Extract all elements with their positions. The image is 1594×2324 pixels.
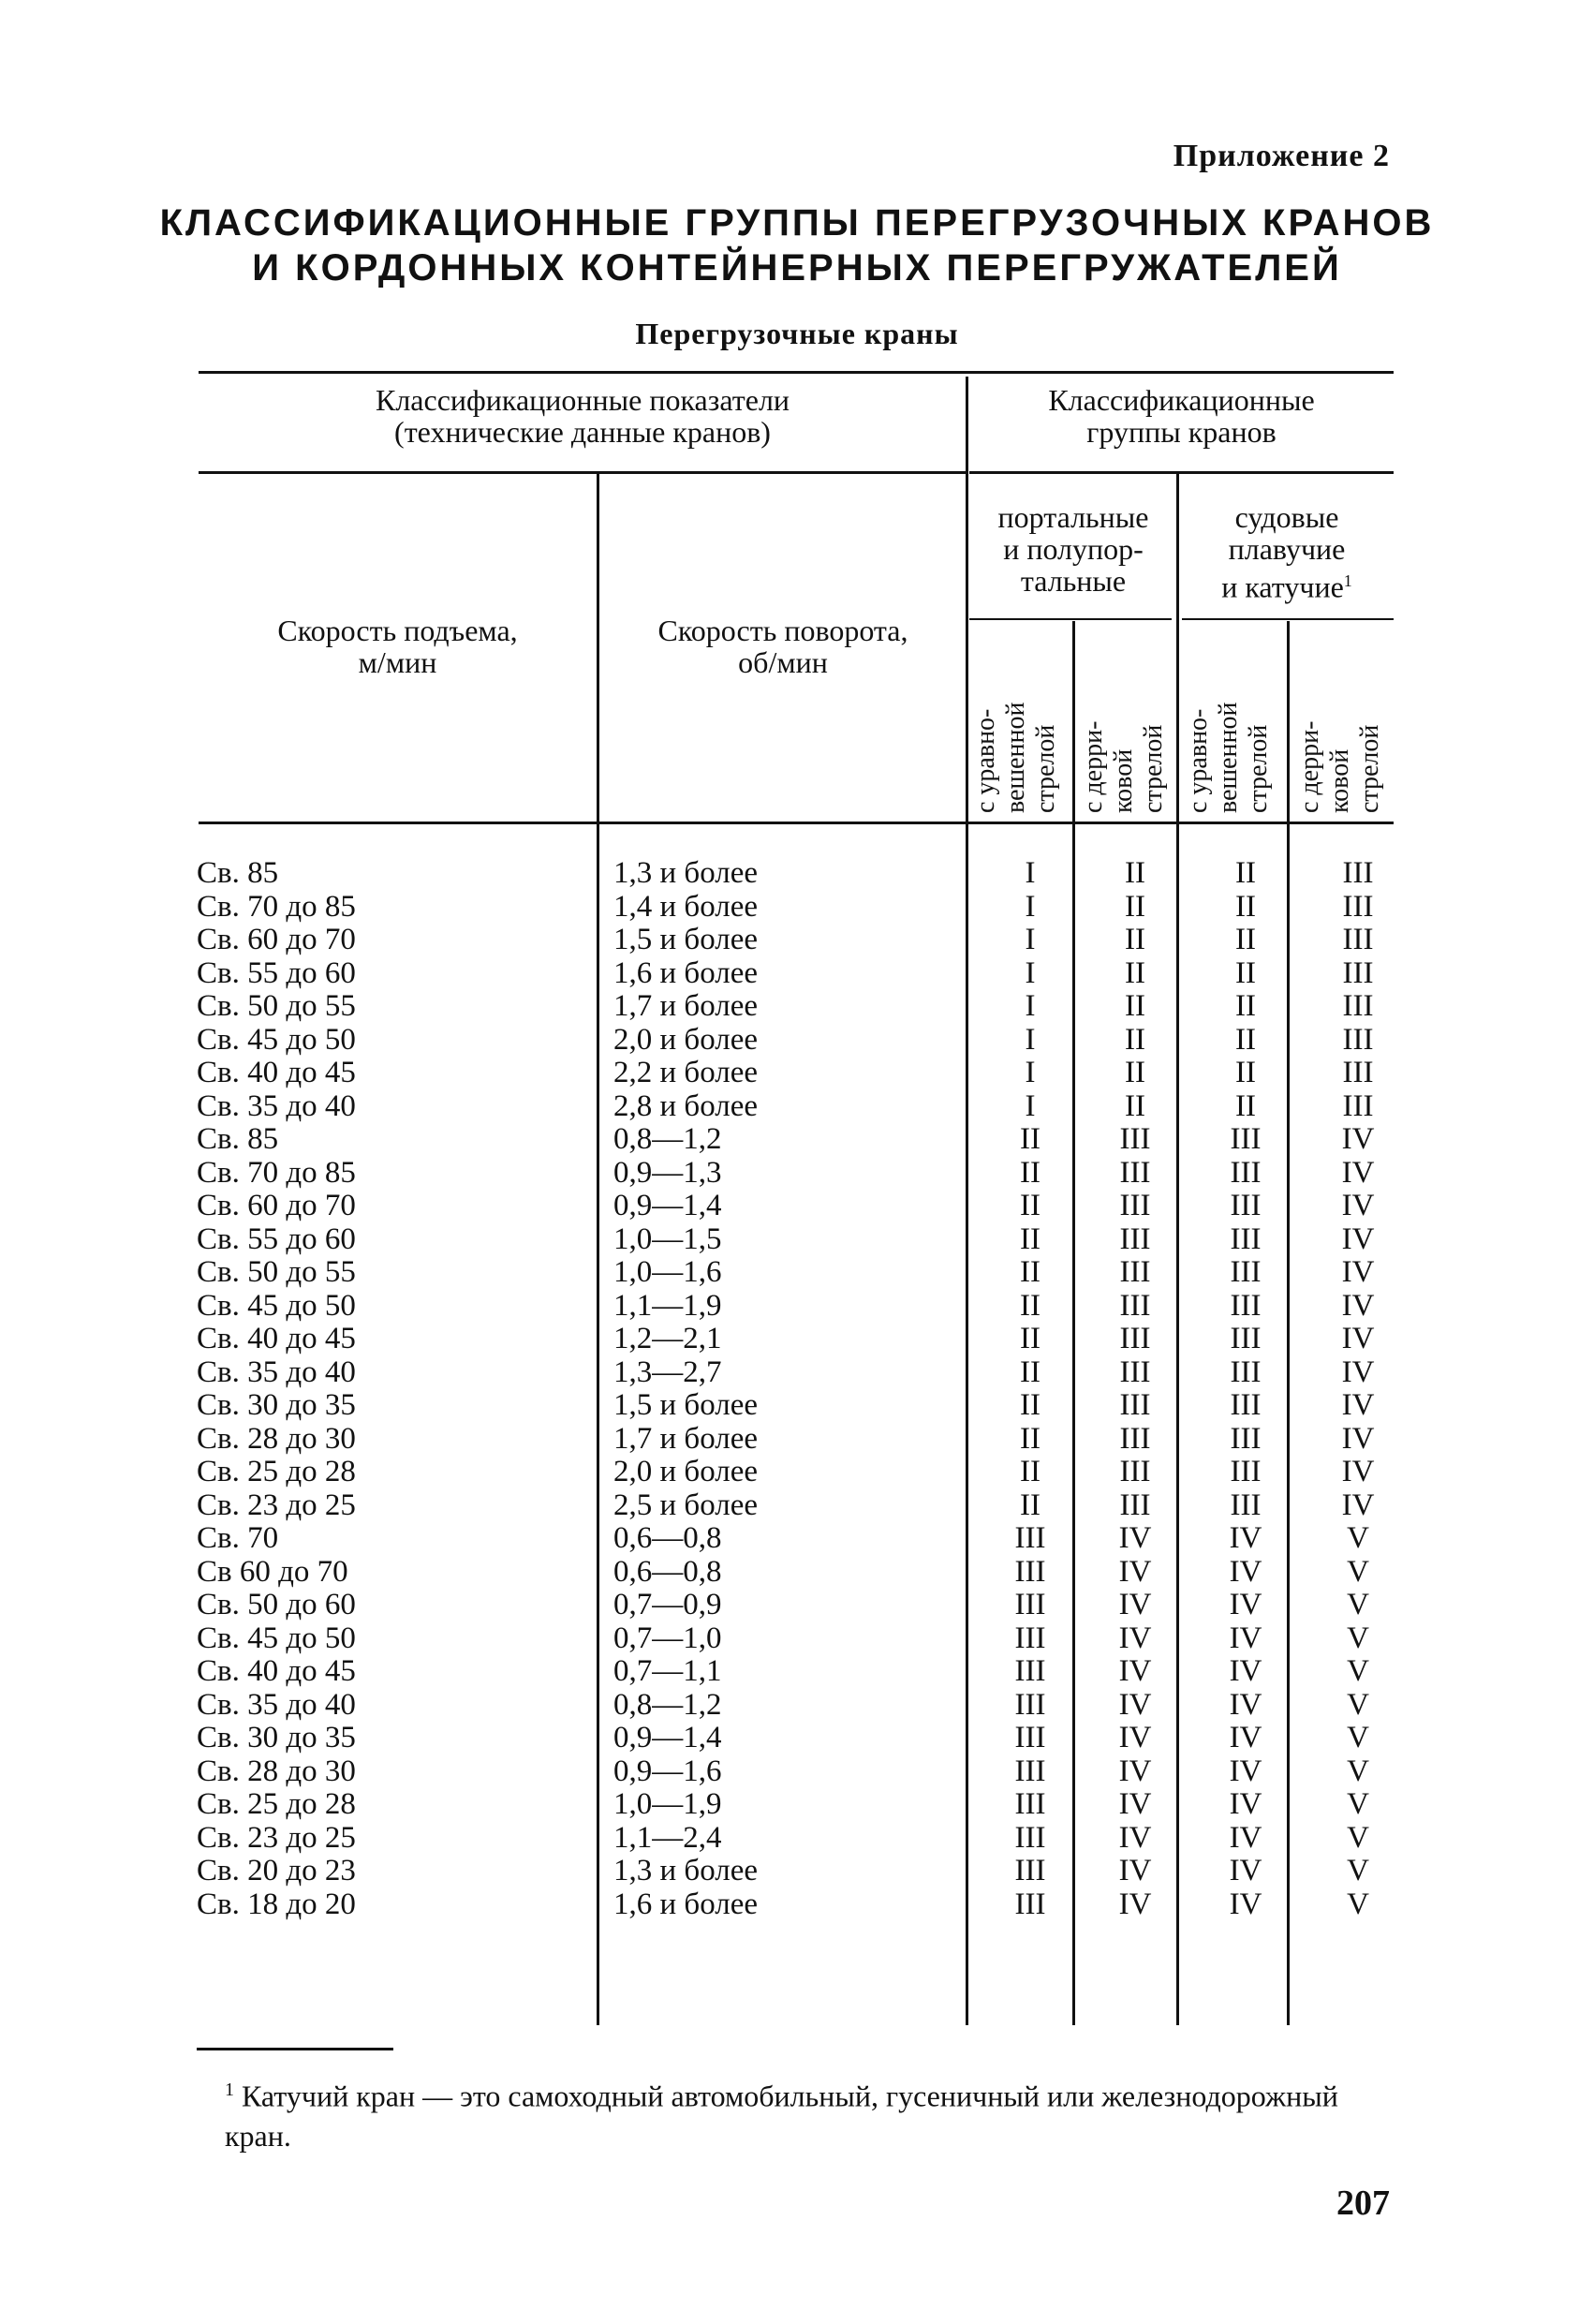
ship-derrick-cell: V bbox=[1347, 1588, 1369, 1621]
ship-balanced-cell: III bbox=[1230, 1221, 1262, 1256]
ship-derrick-cell: IV bbox=[1341, 1388, 1375, 1422]
portal-balanced-cell: III bbox=[1014, 1588, 1046, 1621]
footnote-text: Катучий кран — это самоходный автомобильный, гусеничный или железнодорожный кран. bbox=[225, 2079, 1338, 2153]
ship-balanced-cell: II bbox=[1235, 1088, 1256, 1123]
table-row bbox=[0, 990, 1594, 1023]
lift-speed-cell: Св. 25 до 28 bbox=[197, 1787, 356, 1821]
portal-balanced-cell: II bbox=[1020, 1221, 1041, 1256]
table-row bbox=[0, 1323, 1594, 1355]
portal-derrick-cell: IV bbox=[1118, 1854, 1152, 1887]
lift-speed-cell: Св. 30 до 35 bbox=[197, 1388, 356, 1422]
rotation-speed-cell: 2,5 и более bbox=[613, 1488, 759, 1522]
portal-balanced-cell: II bbox=[1020, 1455, 1041, 1488]
lift-speed-cell: Св. 85 bbox=[197, 1122, 279, 1156]
portal-derrick-cell: IV bbox=[1118, 1887, 1152, 1921]
table-row bbox=[0, 1722, 1594, 1754]
ship-balanced-cell: IV bbox=[1229, 1521, 1262, 1555]
portal-derrick-cell: II bbox=[1125, 989, 1145, 1023]
portal-balanced-cell: II bbox=[1020, 1189, 1041, 1222]
portal-line-1: портальные bbox=[997, 500, 1149, 534]
rotation-speed-cell: 0,6—0,8 bbox=[613, 1554, 722, 1589]
ship-balanced-cell: III bbox=[1230, 1155, 1262, 1190]
rotation-speed-cell: 0,9—1,4 bbox=[613, 1189, 722, 1222]
rotation-speed-cell: 2,0 и более bbox=[613, 1022, 759, 1057]
portal-derrick-cell: II bbox=[1125, 1088, 1145, 1123]
ship-derrick-cell: III bbox=[1342, 989, 1374, 1023]
table-row bbox=[0, 1389, 1594, 1422]
rotation-speed-cell: 2,0 и более bbox=[613, 1455, 759, 1488]
rotation-speed-cell: 0,7—1,1 bbox=[613, 1654, 722, 1688]
ship-balanced-cell: III bbox=[1230, 1354, 1262, 1389]
lift-speed-cell: Св. 23 до 25 bbox=[197, 1488, 356, 1522]
portal-balanced-cell: II bbox=[1020, 1155, 1041, 1190]
portal-derrick-cell: IV bbox=[1118, 1754, 1152, 1788]
ship-balanced-cell: II bbox=[1235, 1022, 1256, 1057]
portal-balanced-cell: III bbox=[1014, 1687, 1046, 1722]
lift-speed-unit: м/мин bbox=[358, 645, 437, 679]
ship-line-2: плавучие bbox=[1228, 532, 1346, 566]
portal-line-2: и полупор- bbox=[1003, 532, 1144, 566]
rotation-speed-cell: 0,9—1,6 bbox=[613, 1754, 722, 1788]
ship-derrick-cell: III bbox=[1342, 856, 1374, 890]
portal-balanced-cell: II bbox=[1020, 1288, 1041, 1323]
portal-balanced-cell: III bbox=[1014, 1654, 1046, 1688]
table-row bbox=[0, 1755, 1594, 1788]
lift-speed-cell: Св. 40 до 45 bbox=[197, 1654, 356, 1688]
header-indicators-line-2: (технические данные кранов) bbox=[394, 415, 771, 449]
lift-speed-cell: Св. 70 до 85 bbox=[197, 1155, 356, 1190]
ship-derrick-cell: IV bbox=[1341, 1354, 1375, 1389]
ship-derrick-cell: III bbox=[1342, 923, 1374, 956]
sub-line: с уравно- bbox=[971, 708, 1000, 813]
ship-balanced-cell: II bbox=[1235, 1056, 1256, 1089]
table-row bbox=[0, 1556, 1594, 1589]
portal-balanced-cell: II bbox=[1020, 1388, 1041, 1422]
ship-balanced-cell: II bbox=[1235, 989, 1256, 1023]
lift-speed-cell: Св. 85 bbox=[197, 856, 279, 890]
lift-speed-cell: Св. 45 до 50 bbox=[197, 1022, 356, 1057]
lift-speed-cell: Св. 60 до 70 bbox=[197, 1189, 356, 1222]
rotation-speed-cell: 1,3 и более bbox=[613, 856, 759, 890]
lift-speed-cell: Св. 45 до 50 bbox=[197, 1288, 356, 1323]
table-row bbox=[0, 1855, 1594, 1887]
rotation-speed-cell: 0,7—0,9 bbox=[613, 1588, 722, 1621]
lift-speed-cell: Св. 45 до 50 bbox=[197, 1621, 356, 1655]
table-row bbox=[0, 1622, 1594, 1655]
ship-derrick-cell: V bbox=[1347, 1854, 1369, 1887]
ship-balanced-cell: IV bbox=[1229, 1820, 1262, 1855]
footnote-mark: 1 bbox=[225, 2080, 234, 2100]
portal-derrick-cell: III bbox=[1119, 1354, 1151, 1389]
portal-balanced-cell: III bbox=[1014, 1887, 1046, 1921]
subheader-ship-derrick bbox=[1295, 579, 1384, 813]
ship-derrick-cell: V bbox=[1347, 1887, 1369, 1921]
column-header-lift-speed bbox=[199, 614, 597, 678]
ship-balanced-cell: III bbox=[1230, 1421, 1262, 1456]
portal-derrick-cell: III bbox=[1119, 1388, 1151, 1422]
lift-speed-cell: Св. 40 до 45 bbox=[197, 1056, 356, 1089]
table-row bbox=[0, 1423, 1594, 1456]
footnote-rule bbox=[197, 2048, 393, 2050]
table-row bbox=[0, 1256, 1594, 1289]
portal-derrick-cell: IV bbox=[1118, 1654, 1152, 1688]
rotation-speed-cell: 1,4 и более bbox=[613, 889, 759, 924]
rotation-speed-cell: 2,8 и более bbox=[613, 1088, 759, 1123]
header-groups-line-1: Классификационные bbox=[1048, 383, 1315, 417]
portal-derrick-cell: II bbox=[1125, 889, 1145, 924]
ship-derrick-cell: V bbox=[1347, 1820, 1369, 1855]
header-rule-left bbox=[199, 471, 967, 474]
lift-speed-cell: Св. 40 до 45 bbox=[197, 1322, 356, 1355]
ship-derrick-cell: III bbox=[1342, 1022, 1374, 1057]
ship-balanced-cell: II bbox=[1235, 923, 1256, 956]
portal-derrick-cell: IV bbox=[1118, 1588, 1152, 1621]
portal-derrick-cell: II bbox=[1125, 955, 1145, 990]
ship-balanced-cell: IV bbox=[1229, 1654, 1262, 1688]
header-bottom-rule bbox=[199, 822, 1394, 824]
table-row bbox=[0, 1655, 1594, 1688]
page-title-line-1: КЛАССИФИКАЦИОННЫЕ ГРУППЫ ПЕРЕГРУЗОЧНЫХ КРАНОВ bbox=[159, 202, 1435, 244]
ship-derrick-cell: IV bbox=[1341, 1189, 1375, 1222]
portal-balanced-cell: III bbox=[1014, 1787, 1046, 1821]
ship-derrick-cell: V bbox=[1347, 1721, 1369, 1754]
portal-balanced-cell: I bbox=[1025, 923, 1036, 956]
table-row bbox=[0, 891, 1594, 924]
ship-derrick-cell: V bbox=[1347, 1787, 1369, 1821]
sub-line: с дерри- bbox=[1295, 720, 1324, 813]
header-groups-line-2: группы кранов bbox=[1086, 415, 1277, 449]
ship-balanced-cell: IV bbox=[1229, 1787, 1262, 1821]
lift-speed-cell: Св. 23 до 25 bbox=[197, 1820, 356, 1855]
rotation-speed-cell: 1,5 и более bbox=[613, 1388, 759, 1422]
ship-derrick-cell: III bbox=[1342, 955, 1374, 990]
rotation-speed-cell: 1,0—1,6 bbox=[613, 1255, 722, 1289]
table-row bbox=[0, 1223, 1594, 1256]
ship-balanced-cell: IV bbox=[1229, 1721, 1262, 1754]
rotation-speed-cell: 1,7 и более bbox=[613, 1421, 759, 1456]
sub-line: ковой bbox=[1325, 748, 1354, 813]
lift-speed-cell: Св 60 до 70 bbox=[197, 1554, 348, 1589]
sub-line: с дерри- bbox=[1079, 720, 1108, 813]
sub-line: ковой bbox=[1109, 748, 1138, 813]
table-row bbox=[0, 1489, 1594, 1522]
page-title-line-2: И КОРДОННЫХ КОНТЕЙНЕРНЫХ ПЕРЕГРУЖАТЕЛЕЙ bbox=[252, 247, 1342, 289]
portal-balanced-cell: II bbox=[1020, 1421, 1041, 1456]
rotation-speed-cell: 1,3—2,7 bbox=[613, 1354, 722, 1389]
lift-speed-cell: Св. 70 до 85 bbox=[197, 889, 356, 924]
ship-balanced-cell: III bbox=[1230, 1455, 1262, 1488]
table-row bbox=[0, 1888, 1594, 1921]
portal-balanced-cell: I bbox=[1025, 1088, 1036, 1123]
lift-speed-cell: Св. 60 до 70 bbox=[197, 923, 356, 956]
header-rule-right bbox=[969, 471, 1394, 474]
ship-balanced-cell: IV bbox=[1229, 1588, 1262, 1621]
sub-line: вешенной bbox=[1214, 702, 1243, 813]
portal-balanced-cell: II bbox=[1020, 1322, 1041, 1355]
ship-balanced-cell: II bbox=[1235, 856, 1256, 890]
rotation-speed-unit: об/мин bbox=[738, 645, 828, 679]
ship-derrick-cell: III bbox=[1342, 889, 1374, 924]
lift-speed-cell: Св. 70 bbox=[197, 1521, 279, 1555]
portal-balanced-cell: I bbox=[1025, 1056, 1036, 1089]
ship-derrick-cell: IV bbox=[1341, 1455, 1375, 1488]
portal-derrick-cell: IV bbox=[1118, 1687, 1152, 1722]
rotation-speed-cell: 0,6—0,8 bbox=[613, 1521, 722, 1555]
rotation-speed-cell: 1,1—2,4 bbox=[613, 1820, 722, 1855]
lift-speed-cell: Св. 20 до 23 bbox=[197, 1854, 356, 1887]
ship-line-3-text: и катучие bbox=[1221, 570, 1344, 604]
rotation-speed-cell: 1,1—1,9 bbox=[613, 1288, 722, 1323]
rotation-speed-cell: 1,6 и более bbox=[613, 955, 759, 990]
lift-speed-cell: Св. 55 до 60 bbox=[197, 955, 356, 990]
portal-derrick-cell: IV bbox=[1118, 1721, 1152, 1754]
ship-derrick-cell: V bbox=[1347, 1687, 1369, 1722]
portal-derrick-cell: III bbox=[1119, 1322, 1151, 1355]
table-row bbox=[0, 1788, 1594, 1821]
rotation-speed-cell: 0,7—1,0 bbox=[613, 1621, 722, 1655]
portal-derrick-cell: IV bbox=[1118, 1820, 1152, 1855]
portal-derrick-cell: III bbox=[1119, 1421, 1151, 1456]
portal-derrick-cell: III bbox=[1119, 1122, 1151, 1156]
lift-speed-cell: Св. 28 до 30 bbox=[197, 1421, 356, 1456]
ship-derrick-cell: IV bbox=[1341, 1221, 1375, 1256]
rotation-speed-cell: 1,7 и более bbox=[613, 989, 759, 1023]
ship-balanced-cell: IV bbox=[1229, 1621, 1262, 1655]
portal-balanced-cell: I bbox=[1025, 889, 1036, 924]
ship-balanced-cell: IV bbox=[1229, 1687, 1262, 1722]
portal-balanced-cell: III bbox=[1014, 1854, 1046, 1887]
rotation-speed-cell: 2,2 и более bbox=[613, 1056, 759, 1089]
ship-balanced-cell: IV bbox=[1229, 1854, 1262, 1887]
portal-derrick-cell: III bbox=[1119, 1155, 1151, 1190]
ship-derrick-cell: V bbox=[1347, 1654, 1369, 1688]
footnote bbox=[225, 2070, 1386, 2155]
lift-speed-cell: Св. 28 до 30 bbox=[197, 1754, 356, 1788]
portal-derrick-cell: III bbox=[1119, 1255, 1151, 1289]
table-row bbox=[0, 1356, 1594, 1389]
table-row bbox=[0, 1589, 1594, 1621]
portal-derrick-cell: II bbox=[1125, 1022, 1145, 1057]
ship-balanced-cell: III bbox=[1230, 1488, 1262, 1522]
table-row bbox=[0, 1522, 1594, 1555]
table-top-rule bbox=[199, 371, 1394, 374]
ship-derrick-cell: III bbox=[1342, 1056, 1374, 1089]
portal-balanced-cell: III bbox=[1014, 1754, 1046, 1788]
ship-derrick-cell: IV bbox=[1341, 1488, 1375, 1522]
portal-line-3: тальные bbox=[1020, 564, 1127, 598]
table-row bbox=[0, 1190, 1594, 1222]
rotation-speed-line-1: Скорость поворота, bbox=[657, 614, 908, 647]
ship-derrick-cell: IV bbox=[1341, 1288, 1375, 1323]
portal-balanced-cell: I bbox=[1025, 989, 1036, 1023]
portal-balanced-cell: II bbox=[1020, 1354, 1041, 1389]
table-row bbox=[0, 957, 1594, 990]
ship-derrick-cell: IV bbox=[1341, 1122, 1375, 1156]
ship-derrick-cell: V bbox=[1347, 1521, 1369, 1555]
rotation-speed-cell: 1,0—1,9 bbox=[613, 1787, 722, 1821]
portal-balanced-cell: III bbox=[1014, 1554, 1046, 1589]
lift-speed-cell: Св. 30 до 35 bbox=[197, 1721, 356, 1754]
portal-balanced-cell: III bbox=[1014, 1721, 1046, 1754]
rotation-speed-cell: 1,0—1,5 bbox=[613, 1221, 722, 1256]
portal-balanced-cell: III bbox=[1014, 1621, 1046, 1655]
table-row bbox=[0, 1456, 1594, 1488]
table-row bbox=[0, 1689, 1594, 1722]
ship-derrick-cell: III bbox=[1342, 1088, 1374, 1123]
rotation-speed-cell: 1,6 и более bbox=[613, 1887, 759, 1921]
table-subtitle: Перегрузочные краны bbox=[635, 317, 959, 350]
portal-derrick-cell: IV bbox=[1118, 1521, 1152, 1555]
table-row bbox=[0, 1822, 1594, 1855]
ship-line-1: судовые bbox=[1234, 500, 1339, 534]
portal-derrick-cell: III bbox=[1119, 1189, 1151, 1222]
column-header-rotation-speed bbox=[599, 614, 967, 678]
ship-derrick-cell: V bbox=[1347, 1621, 1369, 1655]
ship-balanced-cell: IV bbox=[1229, 1554, 1262, 1589]
portal-balanced-cell: II bbox=[1020, 1488, 1041, 1522]
portal-balanced-cell: I bbox=[1025, 955, 1036, 990]
ship-balanced-cell: IV bbox=[1229, 1754, 1262, 1788]
ship-balanced-cell: III bbox=[1230, 1255, 1262, 1289]
portal-derrick-cell: III bbox=[1119, 1455, 1151, 1488]
sub-line: стрелой bbox=[1244, 724, 1273, 813]
rotation-speed-cell: 1,5 и более bbox=[613, 923, 759, 956]
portal-balanced-cell: III bbox=[1014, 1521, 1046, 1555]
header-indicators bbox=[199, 384, 967, 448]
portal-balanced-cell: II bbox=[1020, 1122, 1041, 1156]
rotation-speed-cell: 0,9—1,3 bbox=[613, 1155, 722, 1190]
portal-derrick-cell: II bbox=[1125, 923, 1145, 956]
subheader-portal-derrick bbox=[1079, 579, 1168, 813]
lift-speed-cell: Св. 35 до 40 bbox=[197, 1354, 356, 1389]
portal-balanced-cell: I bbox=[1025, 1022, 1036, 1057]
ship-balanced-cell: III bbox=[1230, 1288, 1262, 1323]
lift-speed-cell: Св. 35 до 40 bbox=[197, 1687, 356, 1722]
lift-speed-cell: Св. 55 до 60 bbox=[197, 1221, 356, 1256]
appendix-label: Приложение 2 bbox=[1173, 139, 1390, 173]
ship-derrick-cell: V bbox=[1347, 1554, 1369, 1589]
portal-balanced-cell: I bbox=[1025, 856, 1036, 890]
lift-speed-cell: Св. 25 до 28 bbox=[197, 1455, 356, 1488]
table-row bbox=[0, 924, 1594, 956]
sub-line: стрелой bbox=[1139, 724, 1168, 813]
lift-speed-cell: Св. 50 до 60 bbox=[197, 1588, 356, 1621]
lift-speed-cell: Св. 50 до 55 bbox=[197, 1255, 356, 1289]
ship-derrick-cell: IV bbox=[1341, 1421, 1375, 1456]
table-row bbox=[0, 1090, 1594, 1123]
table-row bbox=[0, 1024, 1594, 1057]
ship-balanced-cell: IV bbox=[1229, 1887, 1262, 1921]
sub-line: с уравно- bbox=[1184, 708, 1213, 813]
portal-derrick-cell: III bbox=[1119, 1488, 1151, 1522]
portal-derrick-cell: III bbox=[1119, 1221, 1151, 1256]
portal-derrick-cell: IV bbox=[1118, 1621, 1152, 1655]
ship-derrick-cell: V bbox=[1347, 1754, 1369, 1788]
rotation-speed-cell: 1,3 и более bbox=[613, 1854, 759, 1887]
portal-derrick-cell: III bbox=[1119, 1288, 1151, 1323]
table-row bbox=[0, 1290, 1594, 1323]
table-row bbox=[0, 857, 1594, 890]
portal-derrick-cell: II bbox=[1125, 856, 1145, 890]
header-indicators-line-1: Классификационные показатели bbox=[375, 383, 790, 417]
portal-derrick-cell: II bbox=[1125, 1056, 1145, 1089]
sub-line: стрелой bbox=[1355, 724, 1384, 813]
header-groups bbox=[969, 384, 1394, 448]
ship-balanced-cell: III bbox=[1230, 1322, 1262, 1355]
ship-derrick-cell: IV bbox=[1341, 1322, 1375, 1355]
footnote-reference: 1 bbox=[1343, 571, 1352, 590]
ship-balanced-cell: II bbox=[1235, 955, 1256, 990]
ship-balanced-cell: II bbox=[1235, 889, 1256, 924]
subheader-ship-balanced bbox=[1184, 579, 1273, 813]
table-row bbox=[0, 1057, 1594, 1089]
table-row bbox=[0, 1157, 1594, 1190]
sub-line: стрелой bbox=[1031, 724, 1060, 813]
subheader-portal-balanced bbox=[971, 579, 1060, 813]
ship-balanced-cell: III bbox=[1230, 1189, 1262, 1222]
rotation-speed-cell: 0,8—1,2 bbox=[613, 1122, 722, 1156]
portal-balanced-cell: II bbox=[1020, 1255, 1041, 1289]
rotation-speed-cell: 0,9—1,4 bbox=[613, 1721, 722, 1754]
portal-balanced-cell: III bbox=[1014, 1820, 1046, 1855]
table-row bbox=[0, 1123, 1594, 1156]
ship-derrick-cell: IV bbox=[1341, 1155, 1375, 1190]
page-number: 207 bbox=[1336, 2183, 1390, 2223]
lift-speed-cell: Св. 18 до 20 bbox=[197, 1887, 356, 1921]
lift-speed-cell: Св. 35 до 40 bbox=[197, 1088, 356, 1123]
lift-speed-line-1: Скорость подъема, bbox=[277, 614, 518, 647]
ship-balanced-cell: III bbox=[1230, 1388, 1262, 1422]
portal-derrick-cell: IV bbox=[1118, 1554, 1152, 1589]
lift-speed-cell: Св. 50 до 55 bbox=[197, 989, 356, 1023]
portal-derrick-cell: IV bbox=[1118, 1787, 1152, 1821]
ship-balanced-cell: III bbox=[1230, 1122, 1262, 1156]
rotation-speed-cell: 1,2—2,1 bbox=[613, 1322, 722, 1355]
ship-derrick-cell: IV bbox=[1341, 1255, 1375, 1289]
rotation-speed-cell: 0,8—1,2 bbox=[613, 1687, 722, 1722]
sub-line: вешенной bbox=[1001, 702, 1030, 813]
